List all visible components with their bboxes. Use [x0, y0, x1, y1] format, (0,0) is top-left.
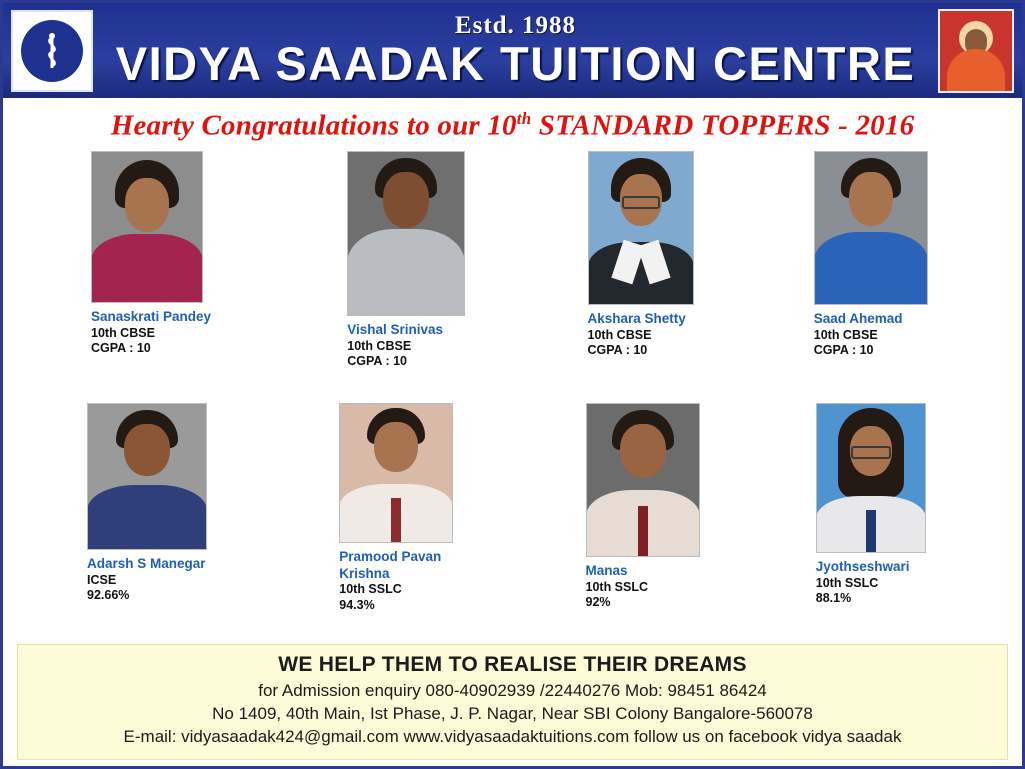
congrats-prefix: Hearty Congratulations to our 10 — [110, 109, 517, 142]
congrats-ordinal: th — [516, 109, 532, 128]
topper-caption-5 — [87, 556, 206, 604]
footer-address-line: No 1409, 40th Main, Ist Phase, J. P. Nagar, Near SBI Colony Bangalore-560078 — [212, 704, 813, 724]
topper-card-6 — [279, 403, 531, 614]
student-name: Manas — [585, 562, 628, 578]
student-board: 10th SSLC — [585, 579, 649, 594]
student-board: 10th SSLC — [339, 582, 402, 597]
footer-enquiry-line: for Admission enquiry 080-40902939 /22440276 Mob: 98451 86424 — [258, 681, 767, 701]
photo-glasses — [622, 196, 660, 209]
topper-caption-6 — [339, 549, 489, 614]
centre-name: VIDYA SAADAK TUITION CENTRE — [115, 36, 916, 90]
photo-body — [814, 232, 928, 304]
topper-card-5 — [17, 403, 279, 604]
topper-card-1 — [17, 151, 285, 357]
student-name: Jyothseshwari — [815, 558, 910, 574]
header-text-block — [93, 13, 938, 89]
student-photo-5 — [87, 403, 207, 550]
student-name: Adarsh S Manegar — [87, 555, 206, 571]
student-board: 10th CBSE — [587, 327, 652, 342]
photo-face — [620, 424, 666, 478]
topper-card-2 — [285, 151, 541, 370]
student-board: 10th CBSE — [347, 338, 412, 353]
photo-glasses — [851, 446, 891, 459]
photo-face — [849, 172, 893, 226]
topper-card-8 — [778, 403, 1008, 607]
student-board: 10th CBSE — [813, 327, 878, 342]
portrait-robe — [947, 49, 1005, 91]
topper-card-4 — [782, 151, 1008, 359]
toppers-row-2 — [17, 403, 1008, 635]
student-name: Pramood Pavan Krishna — [339, 548, 442, 581]
topper-card-7 — [532, 403, 778, 611]
photo-tie — [866, 510, 876, 552]
student-score: CGPA : 10 — [91, 341, 151, 356]
photo-face — [124, 424, 170, 476]
congrats-suffix: STANDARD TOPPERS - 2016 — [531, 109, 915, 142]
topper-caption-4 — [814, 311, 903, 359]
student-name: Sanaskrati Pandey — [91, 308, 212, 324]
footer-headline: WE HELP THEM TO REALISE THEIR DREAMS — [278, 653, 747, 677]
student-score: 94.3% — [339, 598, 375, 613]
student-name: Akshara Shetty — [587, 310, 686, 326]
footer-contact-line: E-mail: vidyasaadak424@gmail.com www.vidyasaadaktuitions.com follow us on facebook vidya saadak — [123, 727, 902, 747]
topper-caption-8 — [816, 559, 910, 607]
photo-face — [383, 172, 429, 228]
photo-face — [125, 178, 169, 232]
topper-card-3 — [542, 151, 782, 359]
student-photo-2 — [347, 151, 465, 316]
estd-label: Estd. 1988 — [454, 11, 577, 39]
poster-header — [3, 3, 1022, 101]
student-photo-3 — [588, 151, 694, 305]
student-board: 10th SSLC — [815, 575, 879, 590]
sai-baba-portrait-icon — [938, 9, 1014, 93]
topper-caption-2 — [347, 322, 443, 370]
student-name: Vishal Srinivas — [347, 321, 444, 337]
student-score: 92.66% — [87, 588, 130, 603]
topper-caption-7 — [586, 563, 649, 611]
photo-face — [374, 422, 418, 472]
photo-body — [91, 234, 203, 302]
student-score: CGPA : 10 — [347, 354, 407, 369]
student-photo-7 — [586, 403, 700, 557]
student-board: 10th CBSE — [91, 325, 155, 340]
student-photo-4 — [814, 151, 928, 305]
contact-footer — [17, 644, 1008, 760]
photo-tie — [638, 506, 648, 556]
student-score: CGPA : 10 — [587, 343, 648, 358]
student-board: ICSE — [87, 572, 117, 587]
student-name: Saad Ahemad — [813, 310, 903, 326]
student-score: CGPA : 10 — [813, 343, 874, 358]
institute-logo — [11, 10, 93, 92]
student-photo-1 — [91, 151, 203, 303]
photo-body — [347, 229, 465, 315]
congratulations-headline — [3, 101, 1022, 145]
topper-caption-3 — [588, 311, 686, 359]
photo-body — [87, 485, 207, 549]
toppers-grid — [3, 145, 1022, 635]
caduceus-logo-icon — [21, 20, 83, 82]
topper-caption-1 — [91, 309, 211, 357]
student-photo-6 — [339, 403, 453, 543]
photo-tie — [391, 498, 401, 542]
student-photo-8 — [816, 403, 926, 553]
student-score: 92% — [585, 595, 611, 610]
student-score: 88.1% — [815, 591, 852, 606]
toppers-row-1 — [17, 151, 1008, 403]
